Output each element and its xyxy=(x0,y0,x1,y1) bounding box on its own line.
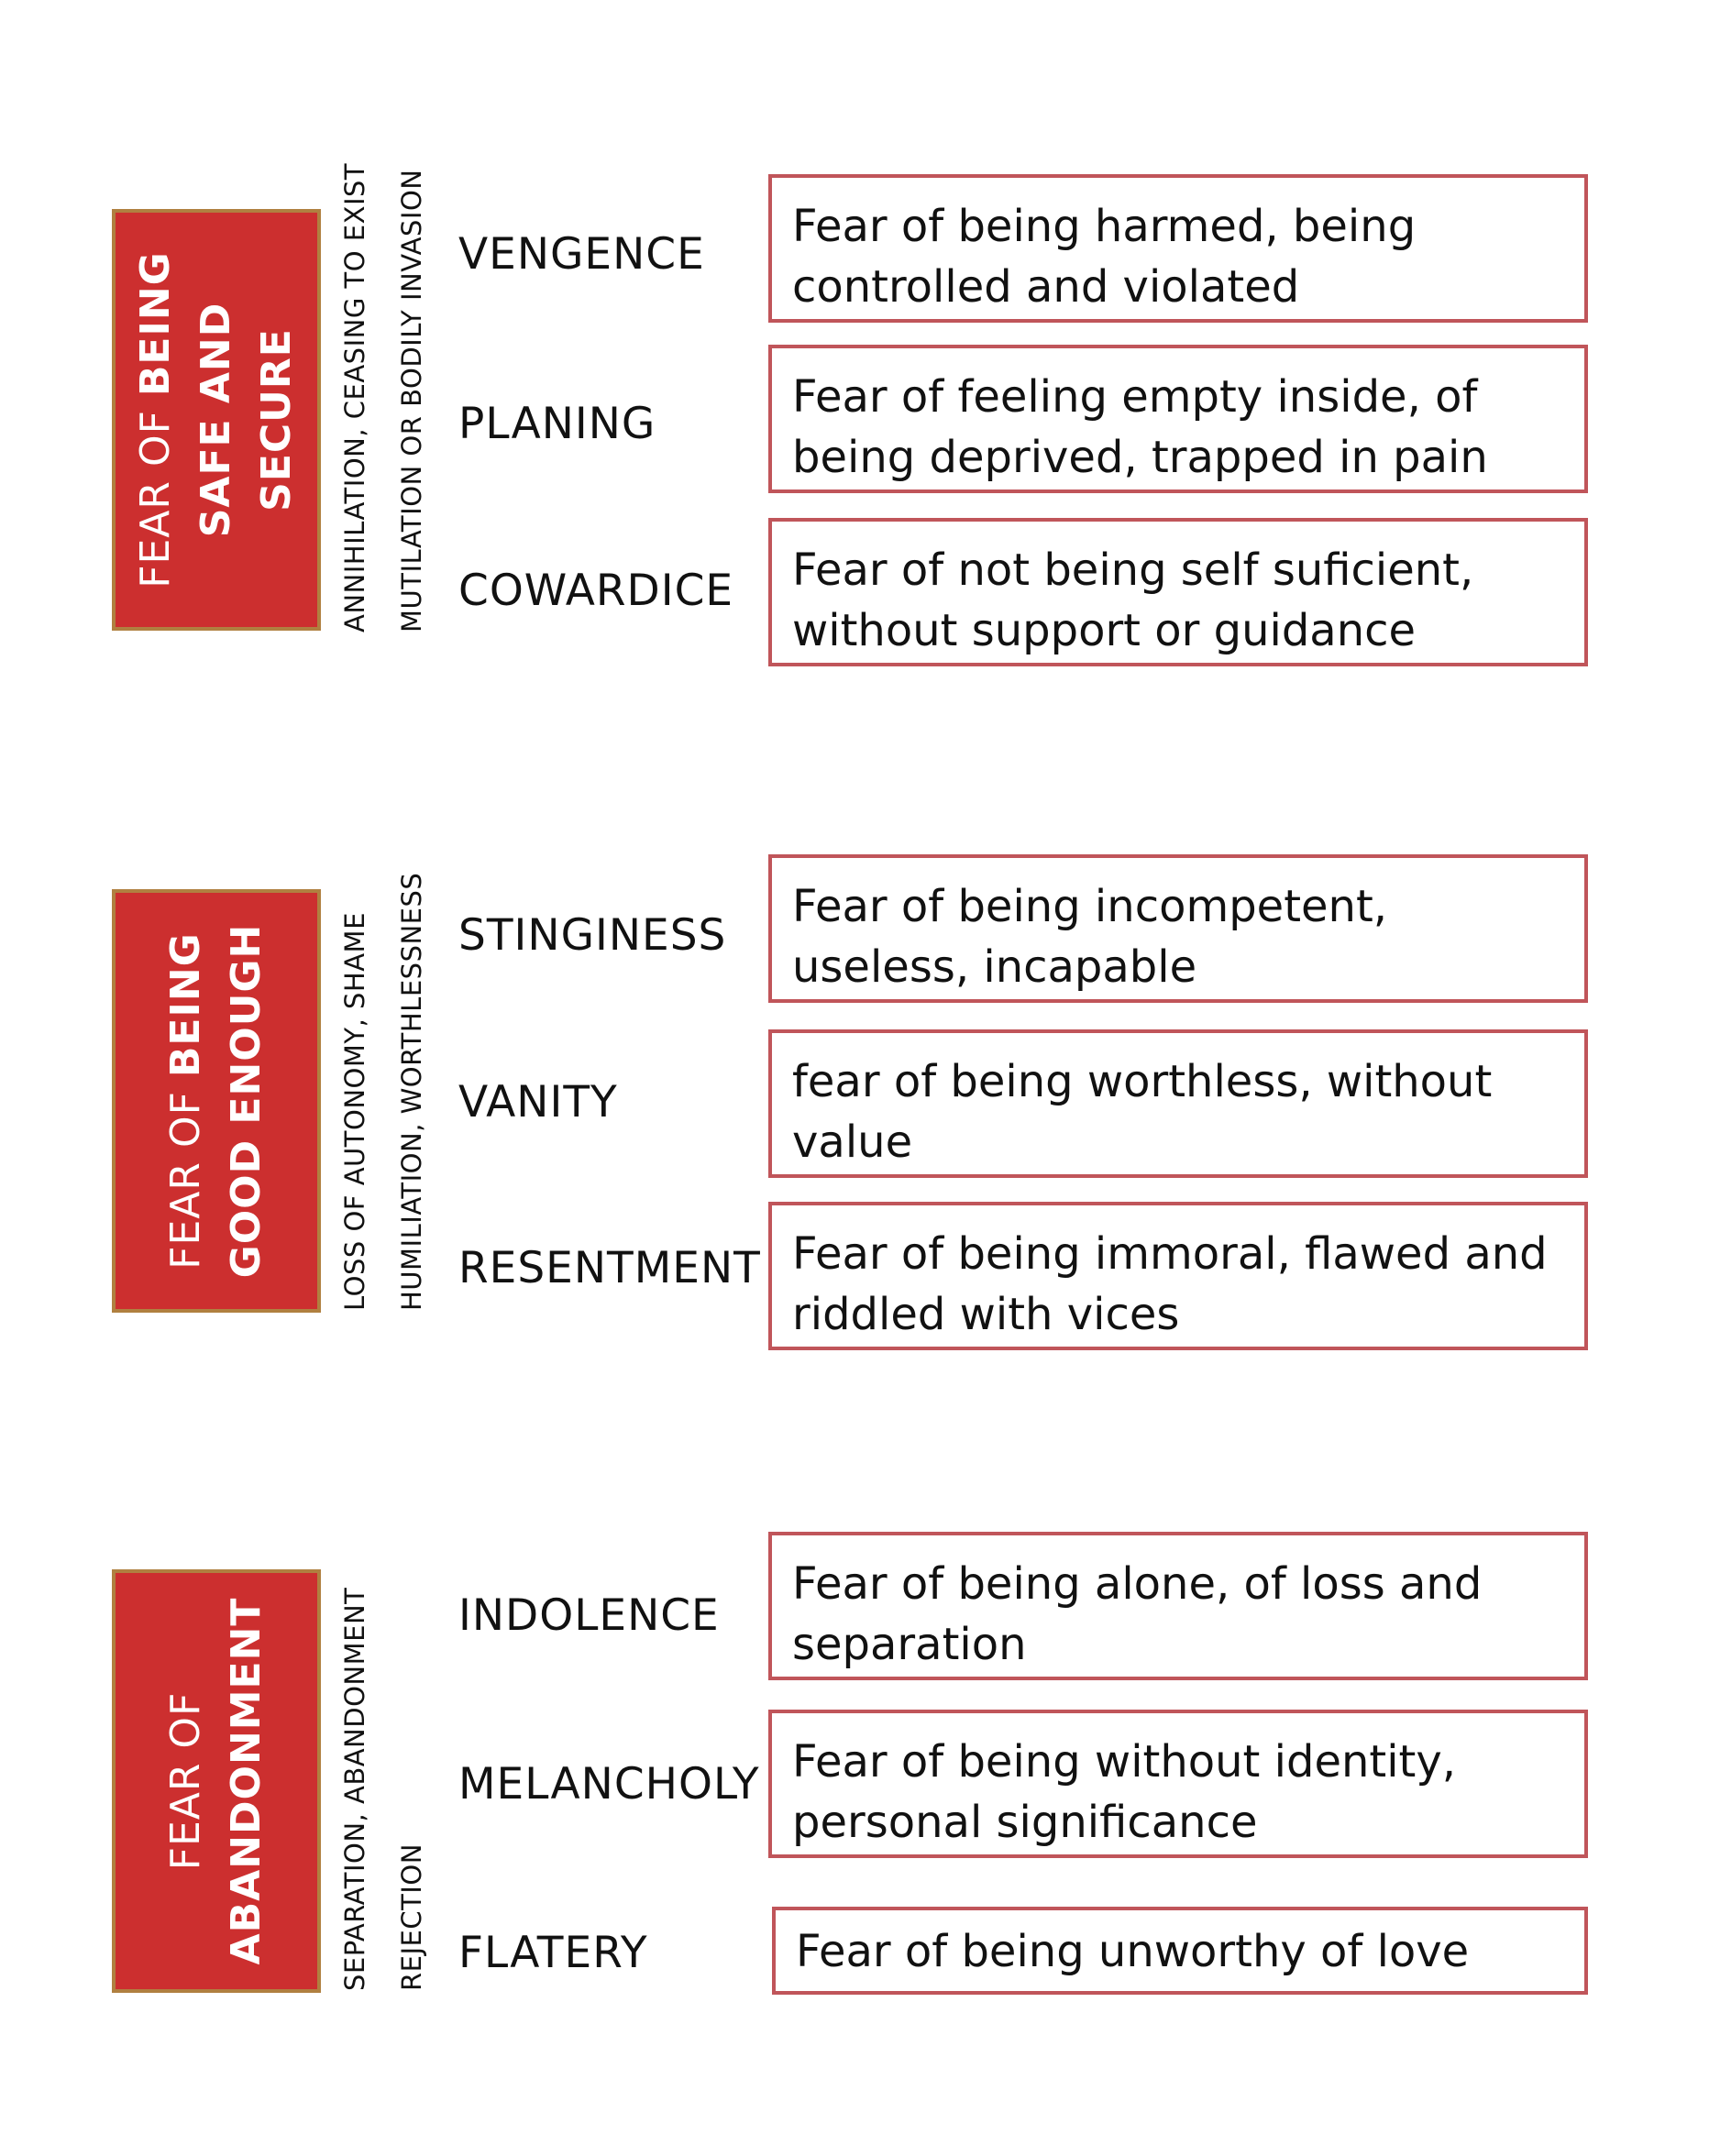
fear-description: Fear of being harmed, being controlled and violated xyxy=(768,174,1588,323)
fear-description: fear of being worthless, without value xyxy=(768,1029,1588,1178)
fear-description: Fear of feeling empty inside, of being deprived, trapped in pain xyxy=(768,345,1588,493)
fear-description: Fear of being without identity, personal significance xyxy=(768,1710,1588,1858)
vice-label: COWARDICE xyxy=(458,566,734,616)
fear-description: Fear of being alone, of loss and separation xyxy=(768,1532,1588,1680)
heading-box-abandonment xyxy=(112,1569,321,1993)
vice-label: VANITY xyxy=(458,1077,618,1128)
vice-label: VENGENCE xyxy=(458,229,705,280)
vice-label: FLATERY xyxy=(458,1928,648,1978)
fear-description: Fear of being unworthy of love xyxy=(772,1907,1588,1995)
vice-label: PLANING xyxy=(458,399,656,449)
vice-label: INDOLENCE xyxy=(458,1590,720,1641)
vice-label: MELANCHOLY xyxy=(458,1759,760,1810)
heading-box-good-enough xyxy=(112,889,321,1313)
fear-description: Fear of being incompetent, useless, incapable xyxy=(768,854,1588,1003)
heading-text: FEAR OF ABANDONMENT xyxy=(162,1597,270,1965)
heading-text: FEAR OF BEING GOOD ENOUGH xyxy=(162,923,270,1279)
heading-box-safe-secure xyxy=(112,209,321,631)
vice-label: RESENTMENT xyxy=(458,1243,761,1293)
heading-text: FEAR OF BEING SAFE AND SECURE xyxy=(132,251,300,588)
vice-label: STINGINESS xyxy=(458,910,727,961)
fear-description: Fear of being immoral, flawed and riddled with vices xyxy=(768,1202,1588,1350)
fear-description: Fear of not being self suficient, without support or guidance xyxy=(768,518,1588,666)
